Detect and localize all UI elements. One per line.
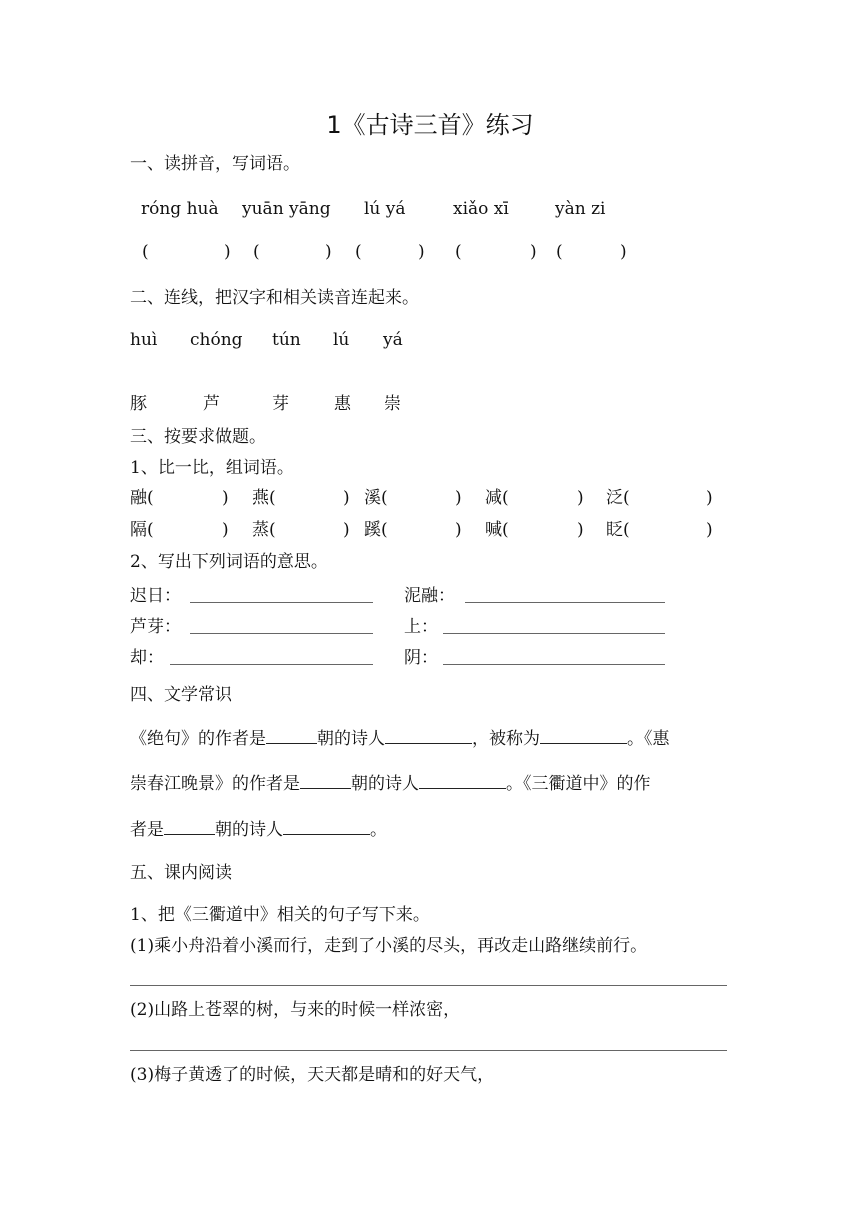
text-fragment: 《绝句》的作者是	[130, 729, 266, 749]
literature-line-2	[130, 772, 651, 795]
compare-close: )	[455, 488, 462, 508]
fill-blank[interactable]	[164, 818, 215, 835]
pinyin-item: tún	[272, 330, 301, 350]
answer-bracket-close: )	[530, 242, 537, 262]
pinyin-item: chóng	[190, 330, 243, 350]
question-meanings: 2、写出下列词语的意思。	[130, 552, 328, 572]
hanzi-item: 豚	[130, 394, 147, 414]
fill-blank[interactable]	[266, 727, 317, 744]
answer-bracket-open: (	[253, 242, 260, 262]
compare-close: )	[577, 520, 584, 540]
word-label: 迟日：	[130, 586, 181, 606]
text-fragment: ，被称为	[472, 729, 540, 749]
fill-blank[interactable]	[419, 772, 506, 789]
pinyin-item: xiǎo xī	[453, 199, 509, 219]
word-label: 却：	[130, 648, 164, 668]
compare-char: 溪(	[364, 488, 388, 508]
pinyin-item: yuān yāng	[242, 199, 331, 219]
compare-char: 蒸(	[252, 520, 276, 540]
page-title: 1《古诗三首》练习	[326, 111, 534, 139]
answer-line[interactable]	[190, 602, 373, 603]
pinyin-item: huì	[130, 330, 158, 350]
pinyin-item: yá	[383, 330, 403, 350]
answer-line[interactable]	[190, 633, 373, 634]
text-fragment: 朝的诗人	[317, 729, 385, 749]
answer-line[interactable]	[465, 602, 665, 603]
answer-line[interactable]	[130, 1050, 727, 1051]
compare-char: 眨(	[606, 520, 630, 540]
compare-char: 喊(	[485, 520, 509, 540]
text-fragment: 朝的诗人	[351, 774, 419, 794]
hanzi-item: 芽	[272, 394, 289, 414]
word-label: 芦芽：	[130, 617, 181, 637]
compare-char: 减(	[485, 488, 509, 508]
compare-close: )	[222, 520, 229, 540]
compare-char: 隔(	[130, 520, 154, 540]
question-compare-words: 1、比一比，组词语。	[130, 458, 294, 478]
fill-blank[interactable]	[540, 727, 627, 744]
compare-char: 融(	[130, 488, 154, 508]
compare-char: 蹊(	[364, 520, 388, 540]
word-label: 上：	[404, 617, 438, 637]
section-3-heading: 三、按要求做题。	[130, 427, 266, 447]
answer-bracket-close: )	[325, 242, 332, 262]
answer-line[interactable]	[130, 985, 727, 986]
question-reading: 1、把《三衢道中》相关的句子写下来。	[130, 905, 430, 925]
reading-item-3: (3)梅子黄透了的时候，天天都是晴和的好天气，	[130, 1065, 495, 1085]
compare-close: )	[706, 488, 713, 508]
compare-char: 泛(	[606, 488, 630, 508]
text-fragment: 崇春江晚景》的作者是	[130, 774, 300, 794]
compare-close: )	[222, 488, 229, 508]
section-5-heading: 五、课内阅读	[130, 863, 232, 883]
fill-blank[interactable]	[300, 772, 351, 789]
fill-blank[interactable]	[283, 818, 370, 835]
section-1-heading: 一、读拼音，写词语。	[130, 154, 300, 174]
compare-close: )	[343, 520, 350, 540]
reading-item-1: (1)乘小舟沿着小溪而行，走到了小溪的尽头，再改走山路继续前行。	[130, 936, 648, 956]
compare-char: 燕(	[252, 488, 276, 508]
answer-line[interactable]	[170, 664, 373, 665]
answer-bracket-close: )	[224, 242, 231, 262]
section-2-heading: 二、连线，把汉字和相关读音连起来。	[130, 288, 419, 308]
word-label: 阴：	[404, 648, 438, 668]
answer-line[interactable]	[443, 664, 665, 665]
answer-bracket-close: )	[418, 242, 425, 262]
answer-bracket-close: )	[620, 242, 627, 262]
compare-close: )	[577, 488, 584, 508]
pinyin-item: róng huà	[141, 199, 219, 219]
answer-bracket-open: (	[355, 242, 362, 262]
answer-bracket-open: (	[142, 242, 149, 262]
word-label: 泥融：	[404, 586, 455, 606]
text-fragment: 。	[370, 820, 387, 840]
literature-line-1	[130, 727, 670, 750]
literature-line-3	[130, 818, 387, 841]
hanzi-item: 芦	[203, 394, 220, 414]
hanzi-item: 崇	[384, 394, 401, 414]
reading-item-2: (2)山路上苍翠的树，与来的时候一样浓密，	[130, 1000, 461, 1020]
answer-line[interactable]	[443, 633, 665, 634]
answer-bracket-open: (	[455, 242, 462, 262]
answer-bracket-open: (	[556, 242, 563, 262]
pinyin-item: lú	[333, 330, 350, 350]
compare-close: )	[343, 488, 350, 508]
text-fragment: 。《三衢道中》的作	[506, 774, 651, 794]
hanzi-item: 惠	[334, 394, 351, 414]
section-4-heading: 四、文学常识	[130, 685, 232, 705]
compare-close: )	[455, 520, 462, 540]
pinyin-item: lú yá	[364, 199, 406, 219]
fill-blank[interactable]	[385, 727, 472, 744]
text-fragment: 朝的诗人	[215, 820, 283, 840]
text-fragment: 。《惠	[627, 729, 670, 749]
compare-close: )	[706, 520, 713, 540]
pinyin-item: yàn zi	[555, 199, 606, 219]
text-fragment: 者是	[130, 820, 164, 840]
